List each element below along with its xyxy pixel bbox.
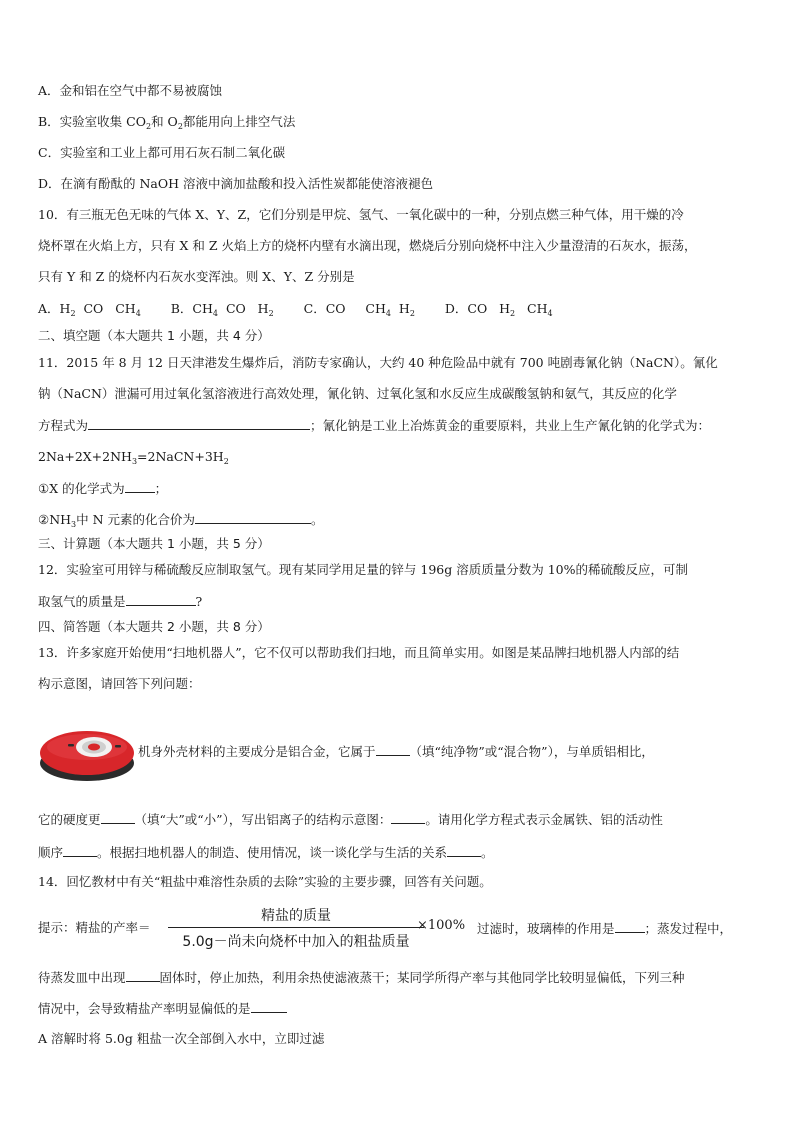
q11-subquestion-2: $②NH_3$中 N 元素的化合价为 。 [38,512,324,529]
q12-answer-blank[interactable] [126,592,196,606]
q11-answer-blank-x[interactable] [125,479,155,493]
q10-options [38,300,553,323]
q13-answer-blank-relation[interactable] [447,843,481,857]
q14-answer-blank-glass-rod[interactable] [615,919,645,933]
q13-text-line2: 构示意图，请回答下列问题： [38,676,201,691]
q11-text-line1: 11．2015 年 8 月 12 日天津港发生爆炸后，消防专家确认，大约 40 种危险品中就有 700 吨剧毒氰化钠（NaCN）。氰化 [38,355,718,370]
q14-option-a: A 溶解时将 5.0g 粗盐一次全部倒入水中，立即过滤 [38,1031,325,1046]
q13-text-line3: 机身外壳材料的主要成分是铝合金，它属于 （填“纯净物”或“混合物”），与单质铝相比， [138,744,654,759]
q14-text-line1: 14．回忆教材中有关“粗盐中难溶性杂质的去除”实验的主要步骤，回答有关问题。 [38,874,492,889]
q10-option-d: D．CO $H_2$ $CH_4$ [444,301,553,318]
q14-hint-label: 提示：精盐的产率＝ [38,920,151,935]
q9-option-c: C．实验室和工业上都可用石灰石制二氧化碳 [38,145,286,160]
robot-vacuum-image [38,713,136,785]
q12-text-line1: 12．实验室可用锌与稀硫酸反应制取氢气。现有某同学用足量的锌与 196g 溶质质量分数为 10%的稀硫酸反应，可制 [38,562,688,577]
section-heading-short-answer: 四、简答题（本大题共 2 小题，共 8 分） [38,619,270,634]
q13-answer-blank-activity[interactable] [63,843,97,857]
q9-option-a: A．金和铝在空气中都不易被腐蚀 [38,83,223,98]
q13-answer-blank-hardness[interactable] [101,810,135,824]
formula-numerator: 精盐的质量 [261,908,331,924]
q14-hint-continuation: 过滤时，玻璃棒的作用是 ；蒸发过程中， [477,921,733,936]
q13-answer-blank-ion-structure[interactable] [391,810,425,824]
yield-formula-fraction [168,905,424,951]
q14-text-line3: 待蒸发皿中出现 固体时，停止加热，利用余热使滤液蒸干；某同学所得产率与其他同学比较明显偏低，下列三种 [38,970,685,985]
q10-option-a: A．$H_2$ CO $CH_4$ [38,301,141,318]
q14-answer-blank-solid[interactable] [126,968,160,982]
q10-option-b: B．$CH_4$ CO $H_2$ [170,301,274,318]
q11-answer-blank-valence[interactable] [195,510,311,524]
q9-option-b: B．实验室收集 $CO_2$和 $O_2$都能用向上排空气法 [38,114,296,131]
q11-subquestion-1: ①X 的化学式为 ； [38,481,168,496]
section-heading-fill-in: 二、填空题（本大题共 1 小题，共 4 分） [38,328,270,343]
q12-text-line2: 取氢气的质量是 ? [38,594,203,609]
q10-option-c: C．CO $CH_4$ $H_2$ [303,301,415,318]
q14-answer-blank-low-yield[interactable] [251,999,287,1013]
q11-equation: $2Na+2X+2NH_3=2NaCN+3H_2$ [38,449,229,466]
q13-text-line1: 13．许多家庭开始使用“扫地机器人”，它不仅可以帮助我们扫地，而且简单实用。如图是某品牌扫地机器人内部的结 [38,645,680,660]
section-heading-calculation: 三、计算题（本大题共 1 小题，共 5 分） [38,536,270,551]
formula-multiplier: ×100% [417,918,466,933]
q11-answer-blank-equation[interactable] [88,416,310,430]
formula-denominator: 5.0g－尚未向烧杯中加入的粗盐质量 [182,934,410,950]
q14-text-line4: 情况中，会导致精盐产率明显偏低的是 [38,999,287,1018]
q11-text-line3: 方程式为 ；氰化钠是工业上冶炼黄金的重要原料，共业上生产氰化钠的化学式为： [38,418,711,433]
q13-answer-blank-material[interactable] [376,742,410,756]
q10-text-line1: 10．有三瓶无色无味的气体 X、Y、Z，它们分别是甲烷、氢气、一氧化碳中的一种，分别点燃三种气体，用干燥的冷 [38,207,684,222]
q13-text-line4: 它的硬度更 （填“大”或“小”），写出铝离子的结构示意图： 。请用化学方程式表示金属铁、铝的活动性 [38,812,663,827]
q10-text-line3: 只有 Y 和 Z 的烧杯内石灰水变浑浊。则 X、Y、Z 分别是 [38,269,355,284]
q11-text-line2: 钠（NaCN）泄漏可用过氧化氢溶液进行高效处理，氰化钠、过氧化氢和水反应生成碳酸氢钠和氨气，其反应的化学 [38,386,677,401]
q10-text-line2: 烧杯罩在火焰上方，只有 X 和 Z 火焰上方的烧杯内壁有水滴出现，燃烧后分别向烧杯中注入少量澄清的石灰水，振荡， [38,238,697,253]
q9-option-d: D．在滴有酚酞的 NaOH 溶液中滴加盐酸和投入活性炭都能使溶液褪色 [38,176,434,191]
q13-text-line5: 顺序 。根据扫地机器人的制造、使用情况，谈一谈化学与生活的关系 。 [38,845,494,860]
formula-fraction-bar [168,927,424,928]
